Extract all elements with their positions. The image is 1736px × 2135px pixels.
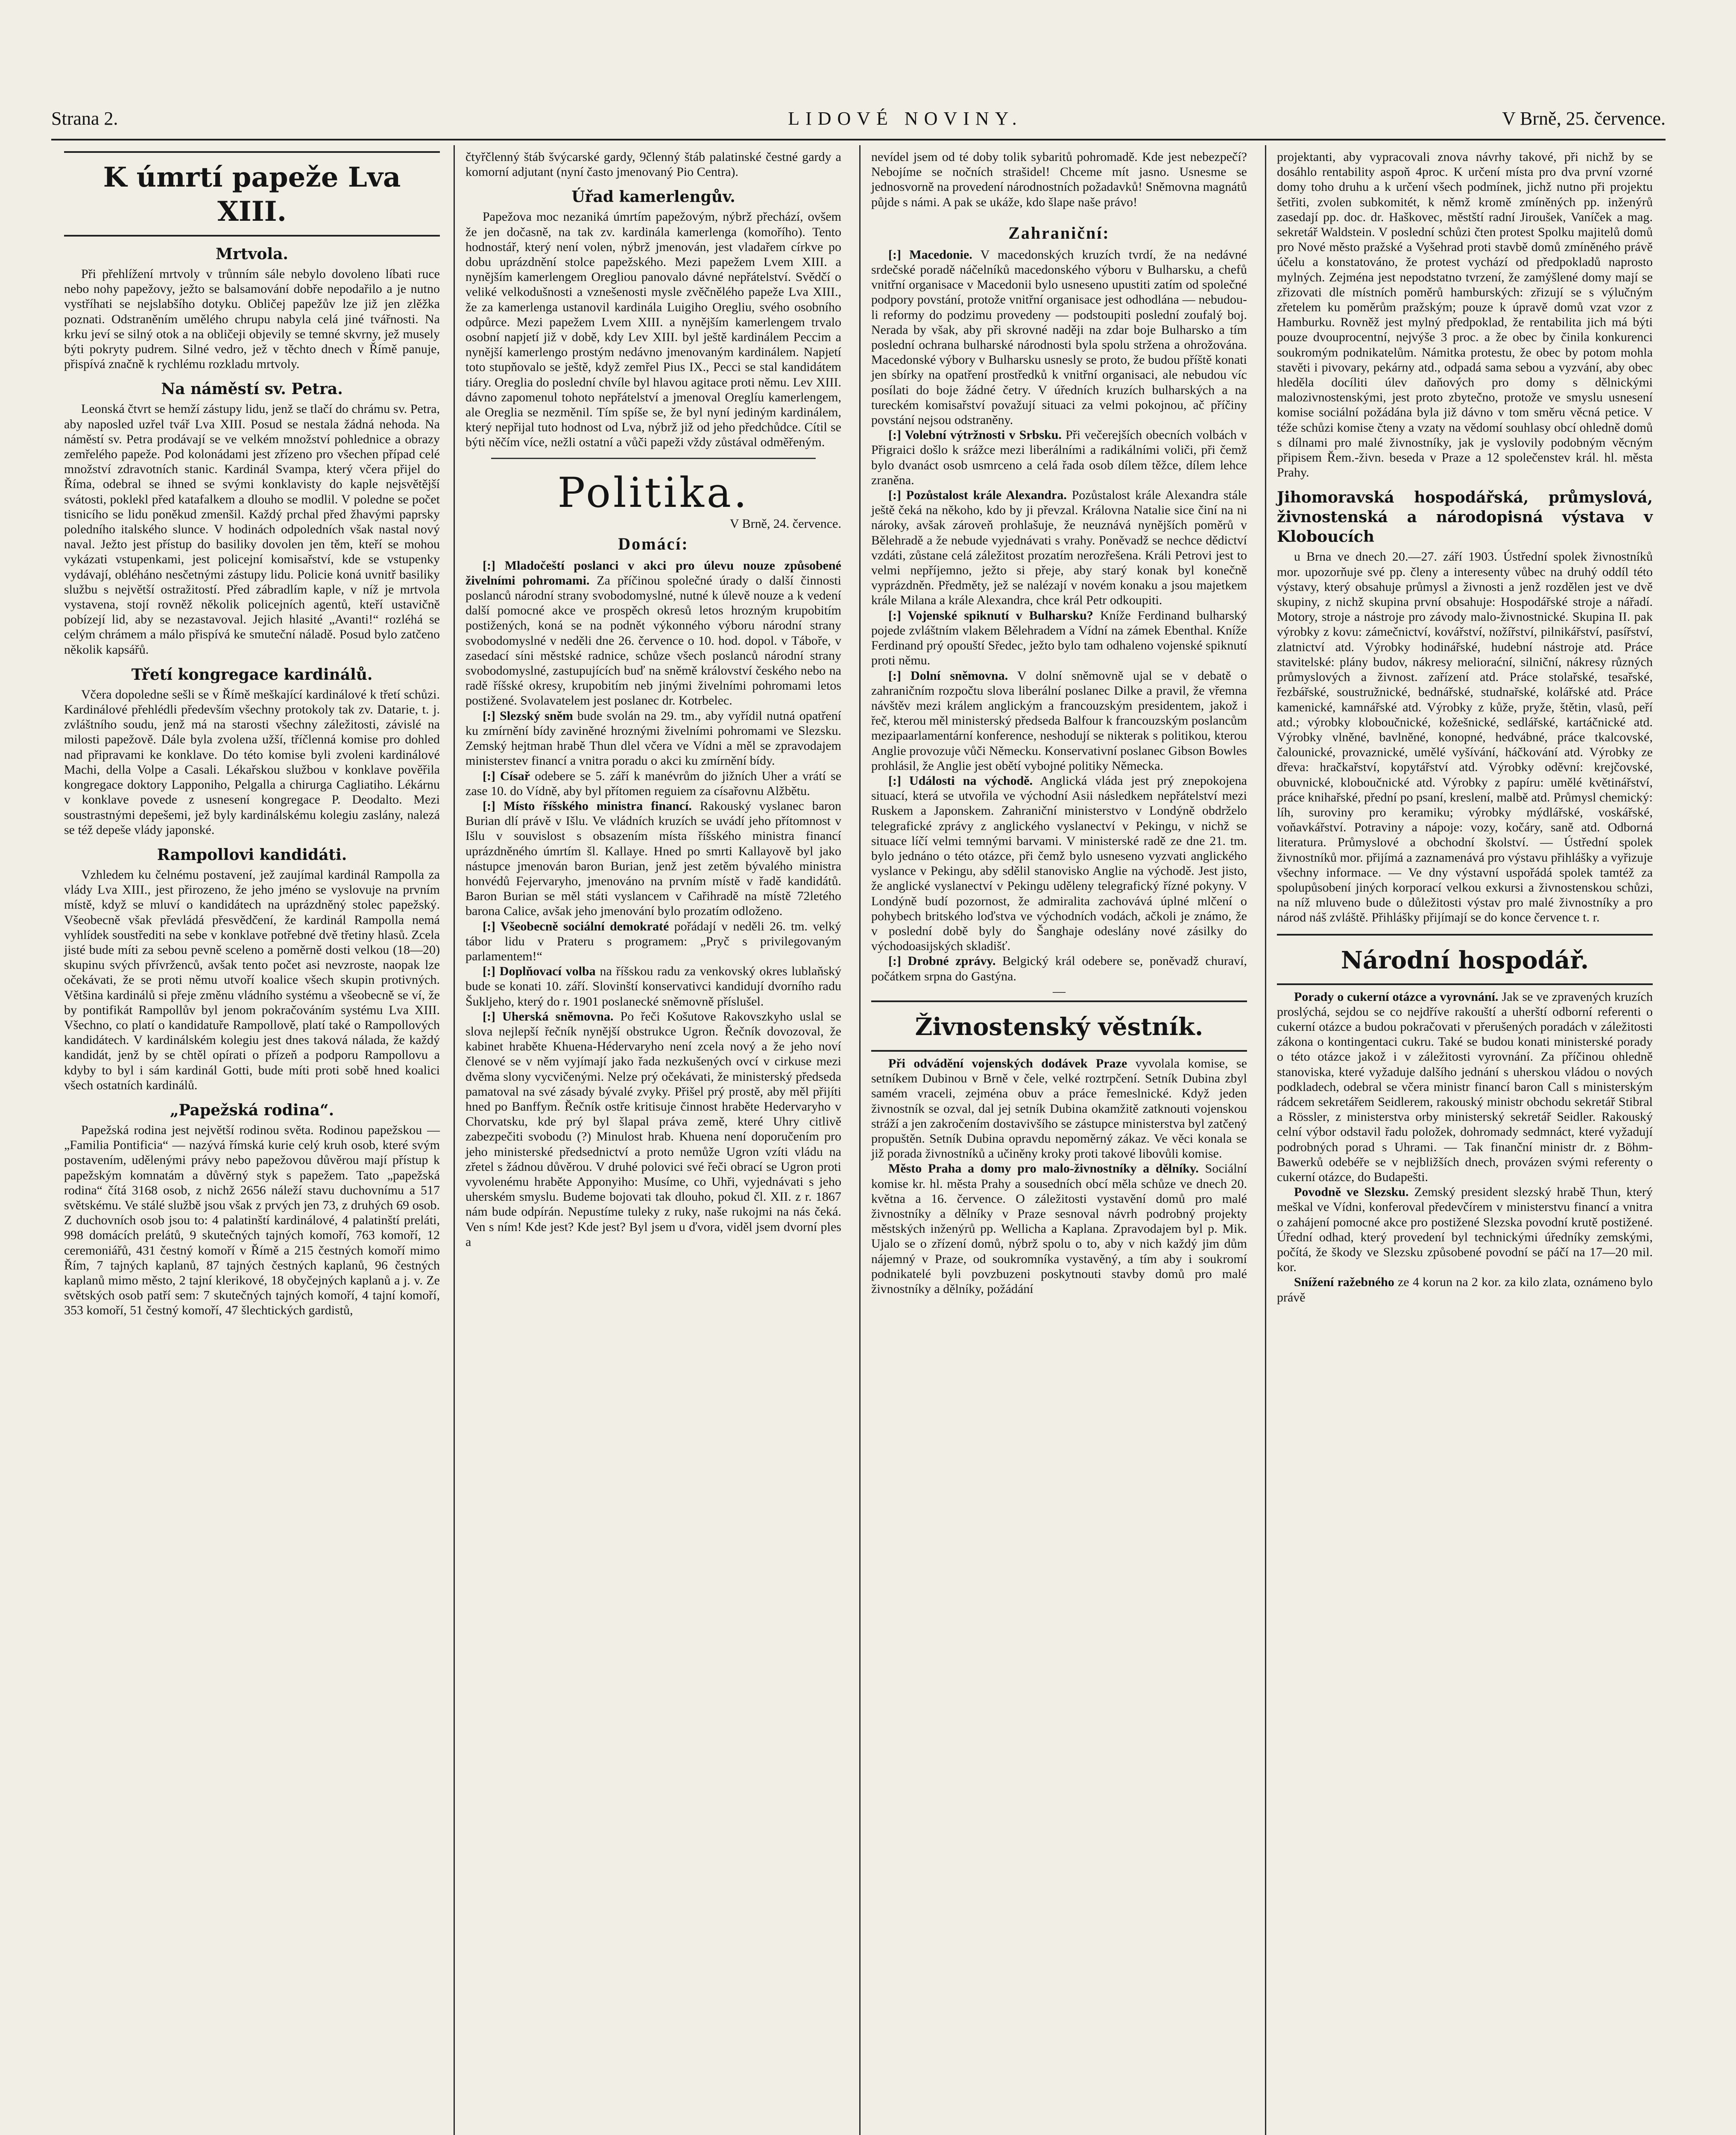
subsection-foreign: Zahraniční: — [1008, 223, 1110, 243]
end-mark: — — [1053, 984, 1066, 998]
news-title: [:] Macedonie. — [888, 247, 972, 262]
section-title: Rampollovi kandidáti. — [157, 845, 347, 864]
news-text: Za příčinou společné úrady o další činnosti poslanců národní strany svobodomyslné, nutné k úlevě nouze a k vedení další pomocné akce ve prospěch okresů letos hrozným krupobitím postižených, koná se na podnět výkonného výboru národní strany svobodomyslné v neděli dne 26. července o 10. hod. dopol. v Táboře, v zasedací síni městské radnice, schůze všech poslanců národní strany svobodomyslné, zastupujících buď na sněmě království českého nebo na radě říšské okresy, krupobitím neb jinými živelními pohromami letos postižené. Svolavatelem jest poslanec dr. Kotrbelec. — [465, 573, 841, 708]
news-text: Kníže Ferdinand bulharský pojede zvláštním vlakem Bělehradem a Vídní na zámek Ebenthal. Kníže Ferdinand prý opouští Sředec, ježto bylo tam odhaleno vojenské spiknutí proti němu. — [871, 608, 1247, 668]
news-title: Povodně ve Slezsku. — [1294, 1185, 1409, 1199]
news-title: Porady o cukerní otázce a vyrovnání. — [1294, 989, 1499, 1004]
news-text: na říšskou radu za venkovský okres lublaňský bude se konati 10. září. Slovinští konservativci kandidují dvorního radu Šukljeho, který do r. 1901 poslanecké sněmovně příslušel. — [465, 964, 842, 1009]
section-title: Na náměstí sv. Petra. — [161, 380, 343, 398]
article-text: Leonská čtvrt se hemží zástupy lidu, jenž se tlačí do chrámu sv. Petra, aby naposled uzřel tvář Lva XIII. Posud se nestala žádná nehoda. Na náměstí sv. Petra prodávají se ve velkém množství pohlednice a obrazy zemřelého papeže. Pod kolonádami jest zřízeno pro všechen případ celé množství zdravotních stanic. Kardinál Svampa, který včera přijel do Říma, odebral se ihned se svými konklavisty do kaple nejsvětější svátosti, poklekl před katafalkem a dlouho se modlil. V poledne se počet tisnicího se lidu poněkud zmenšil. Každý prchal před žhavými paprsky poledního italského slunce. V hodinách odpoledních však nastal nový naval. Ježto jest přístup do basiliky dovolen jen těm, kteří se mohou vykázati vstupenkami, jest policejní komisařství, kde se vstupenky vydávají, obléháno nesčetnými zástupy lidu. Policie koná uvnitř basiliky službu s největší ostražitostí. Před zábradlím kaple, v níž je mrtvola vystavena, stojí rovněž několik policejních agentů, kteří ustavičně pobízejí lid, aby se nezastavoval. Jejich hlasité „Avanti!“ rozléhá se celým chrámem a málo přispívá ke smuteční náladě. Posud bylo zatčeno několik kapsářů. — [64, 402, 440, 657]
column-2 — [465, 149, 841, 1249]
section-title: Třetí kongregace kardinálů. — [131, 665, 373, 684]
headline-national-economist: Národní hospodář. — [1277, 934, 1653, 985]
article-text: projektanti, aby vypracovali znova návrhy takové, při nichž by se dosáhlo rentability aspoň 4proc. K určení místa pro dva první vzorné domy toho druhu a k určení všech podmínek, jichž nutno při projektu šetřiti, zvolen subkomitét, k němž kromě zmíněných pp. inženýrů zasedají pp. doc. dr. Haškovec, městští radní Jiroušek, Vaníček a mag. sekretář Waldstein. V poslední schůzi čten protest Spolku majitelů domů pro Nové město pražské a Vyšehrad proti stavbě domů zmíněného právě účelu a konstatováno, že protest vychází od předpokladů naprosto mylných. Zejména jest nepodstatno tvrzení, že zamýšlené domy mají se zřizovati dle místních poměrů hamburských: zřizují se s výlučným zřetelem ku poměrům pražským; pouze k úpravě domů vzat vzor z Hamburku. Rovněž jest mylný předpoklad, že rentabilita jich má býti pouze dvouprocentní, nejvýše 3 proc. a že obec by činila konkurenci soukromým podnikatelům. Námitka protestu, že obec by potom mohla stavěti i pivovary, pekárny atd., odpadá sama sebou a vyzvání, aby obec hleděla docíliti úlev daňových pro domy s dělnickými malozivnostenskými, jest proto zbytečno, protože ve smyslu usnesení komise sociální požádána byla již dávno v tom směru věcná petice. V téže schůzi komise čteny a vzaty na vědomí souhlasy obcí ohledně domů s dílnami pro malé živnostníky, jak je vyslovily podobným věcným připisem Řem.-živn. beseda v Praze a 12 společenstev král. hl. města Prahy. — [1277, 150, 1653, 480]
news-title: Snížení ražebného — [1294, 1275, 1394, 1290]
news-text: Sociální komise kr. hl. města Prahy a sousedních obcí měla schůze ve dnech 20. května a 16. července. O záležitosti vystavění domů pro malé živnostníky a dělníky v Praze sesnoval návrh podrobný projekty městských inženýrů pp. Wellicha a Kaplana. Zpravodajem byl p. Mik. Ujalo se o zřízení domů, nýbrž spolu o to, aby v nich každý jim dům nájemný v Praze, od soukromníka vystavěný, a tím aby i soukromí podnikatelé byli povzbuzeni poskytnouti stavby domů pro malé živnostníky a dělníky, požádání — [871, 1161, 1247, 1296]
news-title: [:] Dolní sněmovna. — [888, 668, 1008, 683]
news-text: Po řeči Košutove Rakovszkyho uslal se slova nejlepší řečník nynější obstrukce Ugron. Řečník dovozoval, že kabinet hraběte Khuena-Hédervaryho není zcela nový a že jeho noví členové se v něm vyjímají jako řada nezkušených ovcí v cirkuse mezi dvěma slony vycvičenými. Nelze prý očekávati, že ministerský předseda pamatoval na své zásady bývalé zvyky. Přišel prý prostě, aby měl přijíti hned po Banffym. Řečník ostře kritisuje činnost hraběte Hedervaryho v Chorvatsku, kde prý byl šlapal práva země, které Uhry citlivě zabezpečiti svobodu (?) Minulost hrab. Khuena není doporučením pro jeho ministerské předsednictví a proto nemůže Ugron vzíti vládu na zřetel s žádnou důvěrou. V druhé polovici své řeči obrací se Ugron proti vyvolenému hraběte Apponyiho: Musíme, co Uhři, vyjednávati s jeho uherském smyslu. Budeme bojovati tak dlouho, pokud čl. XII. z r. 1867 nám bude odpírán. Nepustíme tuleky z ruky, naše rukojmi na nás čeká. Ven s ním! Kde jest? Kde jest? Byl jsem u ďvora, viděl jsem dvorní ples a — [465, 1009, 841, 1249]
news-text: V macedonských kruzích tvrdí, že na nedávné srdečské poradě náčelníků macedonského výboru v Bulharsku, a chefů vnitřní organisace v Macedonii bylo usneseno upustiti zatím od společné podpory povstání, protože vnitřní organisace jest odhodlána — nebudou-li reformy do podzimu provedeny — podstoupiti poslední zoufalý boj. Nerada by však, aby při skrovné naději na zdar boje Bulharsko a tím poslední ochrana bulharské národnosti byla spolu stržena a ohrožována. Macedonské výbory v Bulharsku usnesly se proto, že budou příště konati jen sbírky na opatření prostředků k vnitřní organisaci, ale nebudou víc posílati do boje žádné četry. V úředních kruzích bulharských a na tureckém komisařství považují situaci za velmi pokojnou, ač příčiny povstání nejsou odstraněny. — [871, 247, 1247, 427]
news-text: odebere se 5. září k manévrům do jižních Uher a vrátí se zase 10. do Vídně, aby byl přítomen reguiem za císařovnu Alžbětu. — [465, 769, 842, 798]
header-rule — [51, 139, 1666, 140]
news-title: [:] Mladočeští poslanci v akci pro úlevu nouze způsobené živelními pohromami. — [465, 558, 841, 588]
section-title: „Papežská rodina“. — [170, 1101, 334, 1119]
column-divider — [1265, 145, 1266, 2135]
page-header — [51, 106, 1666, 136]
page-number: Strana 2. — [51, 108, 118, 129]
subsection-domestic: Domácí: — [618, 534, 689, 553]
column-1 — [64, 149, 440, 1318]
headline-pope-death: K úmrtí papeže Lva XIII. — [64, 151, 440, 237]
news-title: [:] Slezský sněm — [483, 708, 573, 723]
news-title: Jihomoravská hospodářská, průmyslová, živnostenská a národopisná výstava v Kloboucích — [1277, 488, 1653, 546]
column-3 — [871, 149, 1247, 1296]
issue-date: V Brně, 25. července. — [1502, 108, 1666, 129]
column-divider — [454, 145, 455, 2135]
column-4 — [1277, 149, 1653, 1305]
news-text: Belgický král odebere se, poněvadž churaví, počátkem srpna do Gastýna. — [871, 954, 1247, 983]
news-title: [:] Doplňovací volba — [483, 964, 596, 979]
news-title: [:] Všeobecně sociální demokraté — [483, 919, 669, 933]
news-text: Jak se ve zpravených kruzích proslýchá, sejdou se co nejdříve rakouští a uherští odborní referenti o cukerní otázce a budou pokračovati v přerušených poradách v záležitosti zákona o kontingentaci cukru. Také se budou konati ministerské porady o této otázce jakož i v záležitosti vyrovnání. Za příčinou ohledně stanoviska, které vyžaduje dalšího jednání s uherskou vládou o nových podkladech, odebral se včera ministr financí baron Call s ministerským rádcem sekretářem Seidlerem, rakouský ministr obchodu sekretář Stibral a Rössler, z ministerstva orby ministerský sekretář Seidler. Rakouský celní výbor odstavil řadu položek, dohromady sedmnáct, které vyžadují podrobných porad s Uhrami. — Tak finanční ministr dr. z Böhm-Bawerků odebéře se v nejbližších dnech, provázen svými referenty o cukerní otázce, do Budapešti. — [1277, 989, 1653, 1184]
section-politika: Politika. — [557, 468, 749, 517]
news-text: Anglická vláda jest prý znepokojena situací, která se utvořila ve východní Asii následkem nepřátelství mezi Ruskem a Japonskem. Zahraniční ministerstvo v Londýně obdrželo telegrafické zprávy z anglického vyslanectví v Pekingu, v nichž se situace líčí velmi temnými barvami. V ministerské radě ze dne 21. tm. bylo jednáno o této otázce, při čemž bylo usneseno vyzvati anglického vyslance v Pekingu, aby sdělil stanovisko Anglie na východě. Jest jisto, že anglické vyslanectví v Pekingu uděleny telegrafický řízné pokyny. V Londýně budí pozornost, že admiralita zachovává úplné mlčení o pohybech britského loďstva ve východních vodách, ačkoli je známo, že v poslední době byly do Šanghaje odeslány nové zásilky do východoasijských skladišť. — [871, 773, 1247, 953]
article-text: Včera dopoledne sešli se v Římě meškající kardinálové k třetí schůzi. Kardinálové přehlédli především všechny protokoly tak zv. Datarie, t. j. zvláštního soudu, jenž má na starosti všechny záležitosti, závislé na milosti papežově. Dále byla zvolena užší, tříčlenná komise pro dohled nad připravami ke konklave. Do této komise byli zvoleni kardinálové Machi, della Volpe a Casali. Lékařskou službou v konklave pověřila kongregace doktory Lapponiho, Pelgalla a chirurga Cagliatiho. Lékárnu v konklave povede z usnesení kongregace P. Deodalto. Mezi soustrastnými depešemi, jež byly kardinálskému kolegiu zaslány, nalezá se též depeše vlády japonské. — [64, 687, 440, 837]
headline-trade-bulletin: Živnostenský věstník. — [871, 1000, 1247, 1052]
article-text: čtyřčlenný štáb švýcarské gardy, 9členný štáb palatinské čestné gardy a komorní adjutant (nyní často jmenovaný Pio Centra). — [465, 150, 841, 179]
news-title: [:] Volební výtržnosti v Srbsku. — [888, 428, 1062, 442]
news-text: Zemský president slezský hrabě Thun, který meškal ve Vídni, konferoval předevčírem v ministerstvu financí a vnitra o zahájení pomocné akce pro postižené Slezska povodní krutě postižené. Úřední odhad, který provedení byl technickými úředníky zemskými, počítá, že škody ve Slezsku způsobené povodní se páčí na 17—20 mil. kor. — [1277, 1185, 1653, 1275]
news-text: vyvolala komise, se setníkem Dubinou v Brně v čele, velké roztrpčení. Setník Dubina zbyl samém vraceli, zejména obuv a práce řemeslnické. Když jeden živnostník se ozval, dal jej setník Dubina okamžitě zatknouti vojenskou stráží a jen zakročením dostavivšího se zástupce ministerstva byl zatčený propuštěn. Setník Dubina opravdu nepoměrný zákaz. Ve věci konala se již porada živnostníků a učiněny kroky proti takové libovůli komise. — [871, 1056, 1247, 1161]
news-title: Při odvádění vojenských dodávek Praze — [888, 1056, 1127, 1070]
news-text: bude svolán na 29. tm., aby vyřídil nutná opatření ku zmírnění bídy zaviněné hroznými živelními pohromami ve Slezsku. Zemský hejtman hrabě Thun dlel včera ve Vídni a měl se zpravodajem ministerstev financí a vnitra poradu o akci ku zmírnění bídy. — [465, 708, 841, 768]
masthead-title: LIDOVÉ NOVINY. — [788, 108, 1023, 129]
news-text: Při večerejších obecních volbách v Přigraici došlo k srážce mezi liberálními a radikálními voliči, při čemž bylo dvanáct osob usmrceno a celá řada osob dílem těžce, dílem lehce zraněna. — [871, 428, 1247, 487]
news-text: pořádají v neděli 26. tm. velký tábor lidu v Prateru s programem: „Pryč s privilegovaným parlamentem!“ — [465, 919, 842, 963]
news-title: [:] Vojenské spiknutí v Bulharsku? — [888, 608, 1093, 623]
section-title: Úřad kamerlengův. — [571, 188, 735, 206]
news-title: [:] Místo říšského ministra financí. — [483, 798, 692, 813]
dateline: V Brně, 24. července. — [729, 516, 841, 531]
article-text: u Brna ve dnech 20.—27. září 1903. Ústřední spolek živnostníků mor. upozorňuje své pp. členy a interesenty vůbec na druhý oddíl této výstavy, který obsahuje průmysl a živnosti a jenž rozdělen jest ve dvě skupiny, z nichž skupina první obsahuje: Hospodářské stroje a nářadí. Motory, stroje a nástroje pro závody malo-živnostnické. Skupina II. pak výrobky z kovu: zámečnictví, kovářství, nožířství, pilnikářství, pasířství, zlatnictví atd. Výrobky hodinářské, hudební nástroje atd. Práce stavitelské: plány budov, nákresy melioraćní, silniční, nákresy různých průmyslových a živnost. zařízení atd. Práce stolařské, tesařské, řezbářské, soustružnické, bednářské, studnařské, kolářské atd. Práce kamenické, kamnářské atd. Výrobky z kůže, pryže, štětin, vlasů, peří atd.; výrobky kloboučnické, kožešnické, sedlářské, kartáčnické atd. Výrobky vlněné, bavlněné, konopné, hedvábné, práce tkalcovské, čalounické, provaznické, umělé vyšívání, háčkování atd. Výrobky ze dřeva: hračkařství, kopytářství atd. Výrobky oděvní: krejčovské, obuvnické, kloboučnické atd. Výrobky z papíru: umělé květinářství, práce knihařské, přední po psaní, kreslení, malbě atd. Průmysl chemický: líh, suroviny pro keramiku; výrobky mýdlářské, voskářské, voňavkářství. Potraviny a nápoje: vozy, kočáry, saně atd. Odborná literatura. Průmyslové a obchodní školství. — Ústřední spolek živnostníků mor. přijímá a zaznamenává pro výstavu přihlášky a vyřizuje všechny informace. — Ve dny výstavní uspořádá spolek tamtéž za spolupůsobení jiných korporací velkou exkursi a živnostenskou schůzi, na níž mluveno bude o důležitosti výstav pro malé živnostníky a pro národ náš zvláště. Přihlášky přijímají se do konce července t. r. — [1277, 550, 1653, 925]
article-text: Vzhledem ku čelnému postavení, jež zaujímal kardinál Rampolla za vlády Lva XIII., jest přirozeno, že jeho jméno se vyslovuje na prvním místě, když se mluví o kandidátech na uprázdněný stolec papežský. Všeobecně však převládá přesvědčení, že kardinál Rampolla nemá vyhlídek soustřediti na sebe v konklave potřebné dvě třetiny hlasů. Zcela jisté bude míti za sebou pevně sceleno a poměrně dosti velkou (18—20) skupinu svých přívrženců, avšak tento počet asi nevzroste, naopak lze očekávati, že se proti němu utvoří koalice všech skupin protivných. Většina kardinálů si přeje změnu vládního systému a všeobecně se ví, že by pontifikát Rampollův byl jenom pokračováním systému Lva XIII. Všechno, co platí o kandidatuře Rampollově, platí také o Rampollových kandidátech. V kardinálském kolegiu jest dnes taková nálada, že každý kandidát, jenž by se chtěl opírati o přízeň a podporu Rampollovu a kdyby to byl i sám kardinál Gotti, bude míti proti sobě hned koalici všech ostatních kardinálů. — [64, 867, 440, 1092]
article-text: Při přehlížení mrtvoly v trůnním sále nebylo dovoleno líbati ruce nebo nohy papežovy, ježto se balsamování dobře nepodařilo a je nutno vystříhati se nejslabšího dotyku. Obličej papežův lze již jen zlěžka poznati. Odstraněním umělého chrupu nabyla celá jiné tvářnosti. Na krku jeví se silný otok a na obličeji objevily se temné skvrny, jež musely býti pokryty pudrem. Silné vedro, jež v těchto dnech v Římě panuje, přispívá značně k rychlému rozkladu mrtvoly. — [64, 267, 440, 371]
news-title: [:] Události na východě. — [888, 773, 1033, 788]
news-title: [:] Drobné zprávy. — [888, 954, 996, 968]
article-text: Papežova moc nezaniká úmrtím papežovým, nýbrž přechází, ovšem že jen dočasně, na tak zv. kardinála kamerlenga (komořího). Tento hodnostář, který není volen, nýbrž jmenován, jest vladařem církve po dobu uprázdnění stolce papežského. Mezi papežem Lvem XIII. a nynějším kamerlengem Oregliou panovalo dávné nepřátelství. Svědčí o veliké velkodušnosti a vznešenosti mysle zvěčnělého papeže Lva XIII., že za kamerlenga ustanovil kardinála Luigiho Oregliu, svého osobního odpůrce. Mezi papežem Lvem XIII. a nynějším kamerlengem trvalo osobní napjetí již v době, kdy Lev XIII. byl ještě kardinálem Peccim a nynější kamerlengo prostým nedávno jmenovaným kardinálem. Napjetí toto stupňovalo se ještě, když zemřel Pius IX., Pecci se stal kandidátem tiáry. Oreglia do poslední chvíle byl hlavou agitace proti němu. Lev XIII. dávno zapomenul tohoto nepřátelství a jmenoval Oreglíu kamerlengem, ale Oreglia se nezměnil. Tím spíše se, že byl nyní jediným kardinálem, který nepřijal tuto hodnost od Lva, nýbrž již od jeho předchůdce. Cítil se býti něčím více, nežli ostatní a vůči papeži vždy zůstával odměřeným. — [465, 210, 841, 450]
article-text: nevídel jsem od té doby tolik sybaritů pohromadě. Kde jest nebezpečí? Nebojíme se nočních strašidel! Chceme mít jasno. Usnesme se jednosvorně na provedení národnostních požadavků! Sněmovna magnátů půjde s námi. A pak se ukáže, kdo šlape naše právo! — [871, 150, 1247, 209]
news-text: Pozůstalost krále Alexandra stále ještě čeká na někoho, kdo by ji převzal. Královna Natalie sice činí na ni nároky, avšak zároveň prohlašuje, že neuznává nynějších poměrů v Bělehradě a že nebude vyjednávati s vrahy. Poněvadž se nechce dědictví vzdáti, zůstane celá záležitost prozatím nerozřešena. Králi Petrovi jest to velmi nepříjemno, ježto si přeje, aby starý konak byl konečně vyprázdněn. Předměty, jež se nalézají v novém konaku a jsou majetkem krále Milana a krále Alexandra, chce král Petr odkoupiti. — [871, 488, 1247, 608]
news-text: Rakouský vyslanec baron Burian dlí právě v Išlu. Ve vládních kruzích se uvádí jeho přítomnost v Išlu v souvislost s obsazením místa říšského ministra financí uprázdněného úmrtím šl. Kallaye. Hned po smrti Kallayově byl jako nástupce jmenován baron Burian, jenž jest zetěm bývalého ministra honvédů Fejervaryho, jmenováno na prvním místě v řadě kandidátů. Baron Burian se měl státi vyslancem v Cařihradě na místě 72letého barona Calice, avšak jeho jmenování bylo prozatím odloženo. — [465, 798, 842, 918]
section-divider — [491, 458, 816, 459]
news-title: [:] Císař — [483, 769, 530, 783]
section-title: Mrtvola. — [216, 245, 288, 263]
article-text: Papežská rodina jest největší rodinou světa. Rodinou papežskou — „Familia Pontificia“ — nazývá římská kurie celý kruh osob, které svým postavením, udělenými právy nebo papežovou důvěrou mají přístup k papežským komnatám a důvěrný styk s papežem. Tato „papežská rodina“ čítá 3168 osob, z nichž 2656 náleží stavu duchovnímu a 517 světskému. Ve stálé službě jsou však z prvých jen 73, z druhých 69 osob. Z duchovních osob jsou to: 4 palatinští kardinálové, 4 palatinští preláti, 998 domácích prelátů, 9 skutečných tajných komoří, 763 komoří, 12 ceremoniářů, 431 čestný komoří v Římě a 215 čestných komoří mimo Řím, 7 tajných kaplanů, 87 tajných čestných kaplanů, 96 čestných kaplanů mimo město, 2 tajní klerikové, 18 obyčejných kaplanů a j. v. Ze světských osob patří sem: 7 skutečných tajných komoří, 4 tajní komoří, 353 komoří, 51 čestný komoří, 47 šlechtických gardistů, — [64, 1123, 440, 1318]
column-divider — [859, 145, 861, 2135]
news-title: Město Praha a domy pro malo-živnostníky a dělníky. — [888, 1161, 1199, 1176]
news-text: V dolní sněmovně ujal se v debatě o zahraničním rozpočtu slova liberální poslanec Dilke a pravil, že vřemna návštěv mezi králem anglickým a francouzským presidentem, jakož i řeč, kterou měl ministerský předseda Balfour k francouzským poslancům mezipaarlamentární konference, neshodují se nikterak s politikou, kterou Anglie provozuje vůči Německu. Konservativní poslanec Gibson Bowles prohlásil, že Anglie jest obětí vybojné politiky Německa. — [871, 668, 1247, 773]
news-text: ze 4 korun na 2 kor. za kilo zlata, oznámeno bylo právě — [1277, 1275, 1653, 1304]
news-title: [:] Pozůstalost krále Alexandra. — [888, 488, 1067, 503]
news-title: [:] Uherská sněmovna. — [483, 1009, 614, 1024]
